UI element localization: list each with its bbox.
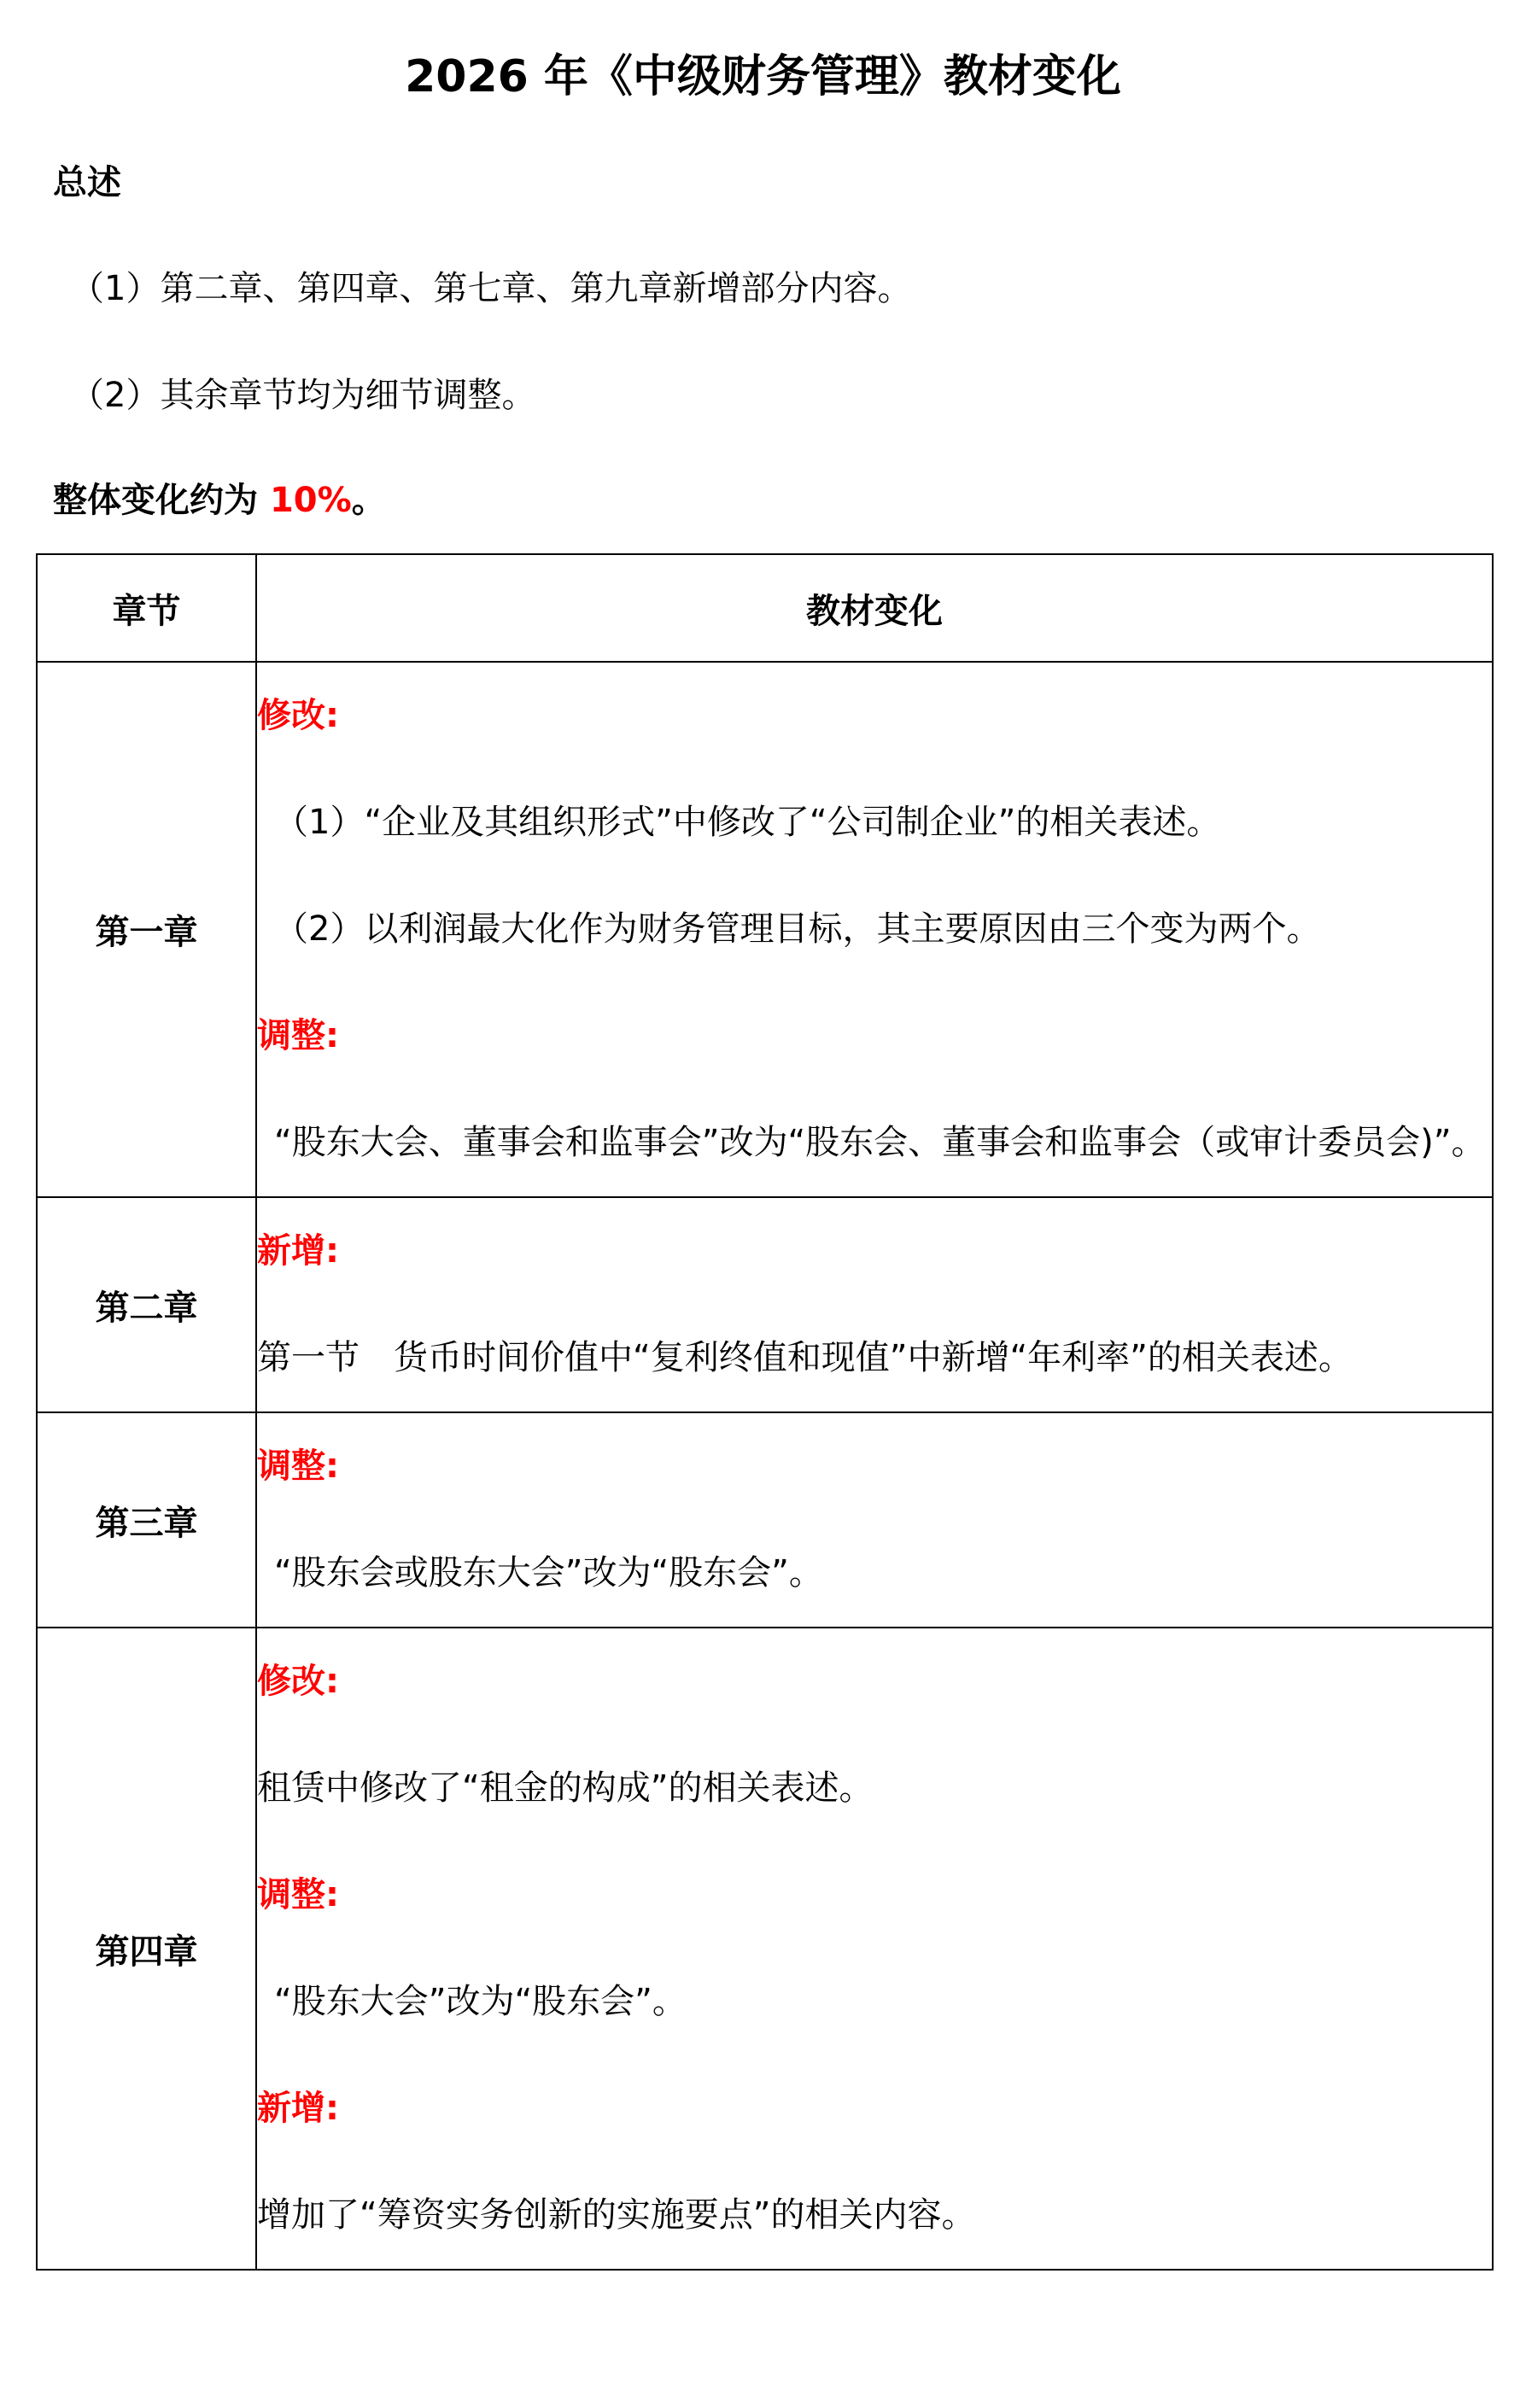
overall-change xyxy=(53,475,386,526)
change-text: （1）“企业及其组织形式”中修改了“公司制企业”的相关表述。 xyxy=(274,803,1221,842)
chapter-cell: 第四章 xyxy=(37,1628,256,2270)
header-chapter: 章节 xyxy=(37,554,256,662)
change-tag: 调整: xyxy=(257,1447,339,1486)
table-row xyxy=(37,1412,1493,1628)
change-text: “股东大会、董事会和监事会”改为“股东会、董事会和监事会（或审计委员会)”。 xyxy=(274,1123,1486,1162)
change-tag: 调整: xyxy=(257,1875,339,1914)
table-row xyxy=(37,1197,1493,1412)
summary-item: （2）其余章节均为细节调整。 xyxy=(70,376,536,415)
table-row xyxy=(37,1628,1493,2270)
table-header-row xyxy=(37,554,1493,662)
change-text: “股东会或股东大会”改为“股东会”。 xyxy=(274,1553,823,1593)
page-title: 2026 年《中级财务管理》教材变化 xyxy=(405,51,1121,102)
overall-change-label: 整体变化约为 xyxy=(53,481,270,520)
changes-cell xyxy=(256,1412,1493,1628)
overall-change-percent: 10% xyxy=(269,481,352,520)
changes-cell xyxy=(256,1628,1493,2270)
change-tag: 修改: xyxy=(257,696,339,735)
header-changes: 教材变化 xyxy=(256,554,1493,662)
changes-table xyxy=(36,553,1494,2271)
overall-change-suffix: 。 xyxy=(351,481,386,520)
change-text: （2）以利润最大化作为财务管理目标，其主要原因由三个变为两个。 xyxy=(274,909,1321,949)
change-tag: 新增: xyxy=(257,1231,339,1271)
chapter-cell: 第三章 xyxy=(37,1412,256,1628)
change-text: 租赁中修改了“租金的构成”的相关表述。 xyxy=(257,1768,874,1808)
changes-cell xyxy=(256,1197,1493,1412)
change-text: 增加了“筹资实务创新的实施要点”的相关内容。 xyxy=(257,2195,976,2235)
chapter-cell: 第一章 xyxy=(37,662,256,1197)
change-tag: 新增: xyxy=(257,2089,339,2128)
table-row xyxy=(37,662,1493,1197)
change-tag: 调整: xyxy=(257,1016,339,1055)
summary-item: （1）第二章、第四章、第七章、第九章新增部分内容。 xyxy=(70,269,912,308)
change-text: 第一节 货币时间价值中“复利终值和现值”中新增“年利率”的相关表述。 xyxy=(257,1338,1353,1377)
chapter-cell: 第二章 xyxy=(37,1197,256,1412)
change-tag: 修改: xyxy=(257,1662,339,1701)
change-text: “股东大会”改为“股东会”。 xyxy=(274,1982,687,2021)
changes-cell xyxy=(256,662,1493,1197)
summary-heading: 总述 xyxy=(53,163,121,202)
